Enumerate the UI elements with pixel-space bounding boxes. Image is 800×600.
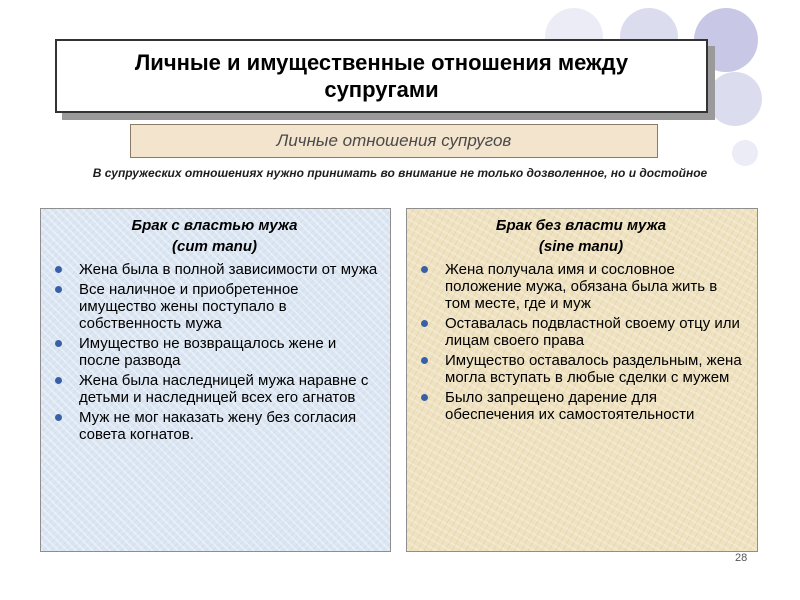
bullet-list [51,261,378,443]
bullet-icon [421,394,428,401]
column-heading [51,215,378,257]
bullet-icon [55,266,62,273]
bullet-icon [55,286,62,293]
list-item-text: Все наличное и приобретенное имущество жены поступало в собственность мужа [79,281,299,332]
column-heading [417,215,745,257]
list-item-text: Муж не мог наказать жену без согласия совета когнатов. [79,409,357,443]
list-item [417,352,745,386]
decor-circle [708,72,762,126]
column-latin: (sine manu) [538,238,624,255]
list-item-text: Жена была в полной зависимости от мужа [79,261,378,278]
list-item-text: Было запрещено дарение для обеспечения их самостоятельности [445,389,695,423]
decor-circle [732,140,758,166]
bullet-icon [55,340,62,347]
list-item [51,281,378,332]
column-latin: (cum manu) [171,238,257,255]
page-number: 28 [735,552,748,564]
list-item [417,315,745,349]
list-item [51,261,378,278]
bullet-icon [421,320,428,327]
list-item [417,389,745,423]
bullet-icon [421,266,428,273]
list-item [51,372,378,406]
column-title: Брак без власти мужа [495,217,667,234]
column-cum-manu [40,208,391,552]
bullet-icon [55,377,62,384]
slide-title: Личные и имущественные отношения между супругами [55,39,708,113]
column-sine-manu [406,208,758,552]
bullet-list [417,261,745,423]
column-title: Брак с властью мужа [131,217,298,234]
list-item [51,335,378,369]
bullet-icon [421,357,428,364]
list-item-text: Жена получала имя и сословное положение мужа, обязана была жить в том месте, где и муж [445,261,718,312]
bullet-icon [55,414,62,421]
list-item-text: Имущество оставалось раздельным, жена могла вступать в любые сделки с мужем [445,352,742,386]
list-item [417,261,745,312]
list-item-text: Жена была наследницей мужа наравне с детьми и наследницей всех его агнатов [79,372,369,406]
list-item [51,409,378,443]
principle-note: В супружеских отношениях нужно принимать во внимание не только дозволенное, но и достойное [92,166,708,180]
section-subtitle: Личные отношения супругов [130,124,658,158]
list-item-text: Имущество не возвращалось жене и после развода [79,335,337,369]
list-item-text: Оставалась подвластной своему отцу или лицам своего права [445,315,740,349]
